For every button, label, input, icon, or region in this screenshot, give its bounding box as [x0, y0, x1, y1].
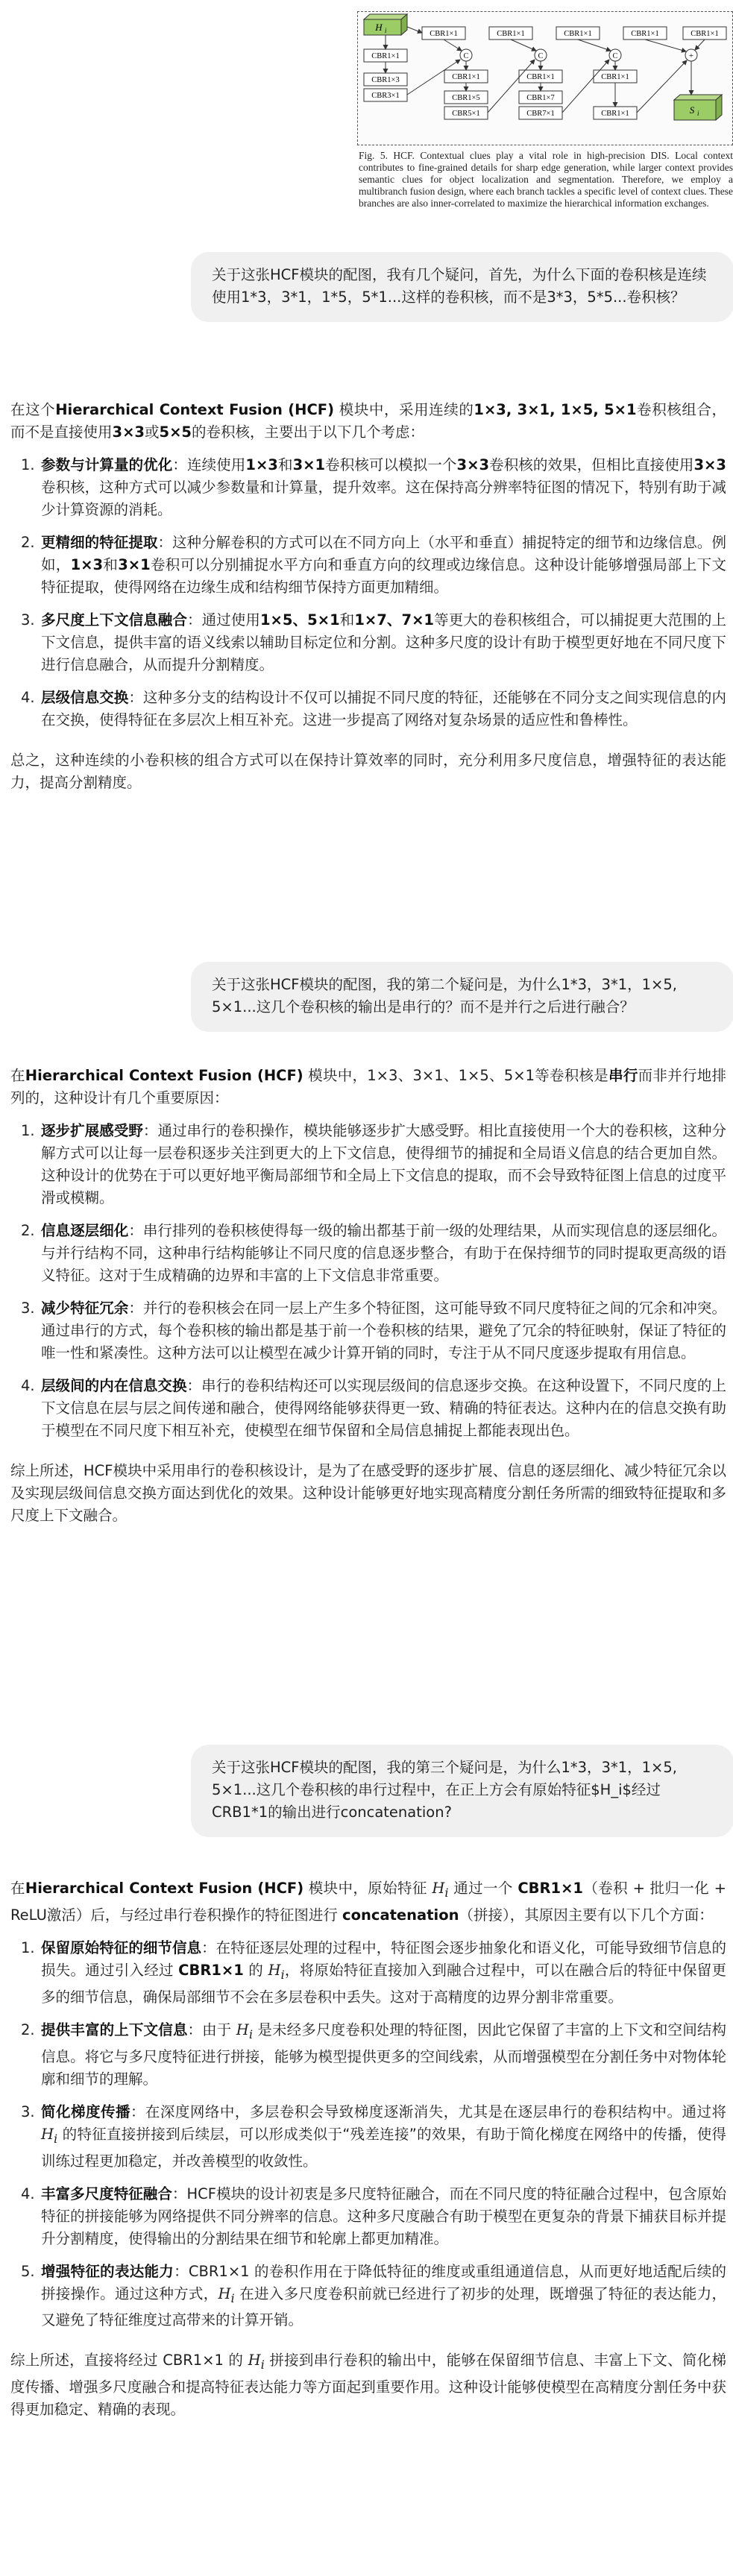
- answer-1-intro: [10, 399, 726, 444]
- text-run: ：CBR1×1 的卷积作用在于降低特征的维度或重组通道信息，从而更好地适配后续的拼接操作。通过这种方式，: [41, 2262, 726, 2302]
- text-run: ：这种分解卷积的方式可以在不同方向上（水平和垂直）捕捉特定的细节和边缘信息。例如，: [41, 534, 726, 573]
- list-number: 2.: [21, 2021, 35, 2038]
- svg-text:CBR1×3: CBR1×3: [371, 76, 400, 84]
- bold-text: 逐步扩展感受野: [41, 1122, 143, 1139]
- list-number: 4.: [21, 2185, 35, 2202]
- bold-text: 1×5、5×1: [259, 611, 340, 629]
- svg-text:CBR1×1: CBR1×1: [564, 30, 592, 38]
- text-run: 和: [339, 611, 355, 629]
- text-run: 模块中，原始特征: [303, 1880, 432, 1897]
- text-run: （拼接），其原因主要有以下几个方面：: [459, 1906, 714, 1924]
- bold-text: 3×3: [693, 456, 726, 473]
- text-run: 而非并行地排列的，这种设计有几个重要原因：: [10, 1067, 726, 1106]
- list-number: 3.: [21, 1300, 35, 1317]
- text-run: ：HCF模块的设计初衷是多尺度特征融合，而在不同尺度的特征融合过程中，包含原始特征的拼接能够为网络提供不同分辨率的信息。这种多尺度融合有助于模型在更复杂的背景下捕获目标并提升分割精度，使得输出的分割结果在细节和轮廓上都更加精准。: [41, 2185, 726, 2247]
- svg-text:CBR1×1: CBR1×1: [601, 73, 629, 81]
- math-subscript: i: [280, 1967, 285, 1982]
- bold-text: 减少特征冗余: [41, 1300, 129, 1317]
- text-run: ：通过使用: [186, 611, 260, 629]
- bold-text: CBR1×1: [178, 1961, 244, 1979]
- hi-block: [364, 14, 407, 35]
- svg-text:C: C: [612, 52, 618, 60]
- bold-text: 参数与计算量的优化: [41, 456, 173, 473]
- list-item: [10, 2101, 726, 2173]
- list-number: 2.: [21, 1222, 35, 1239]
- answer-3-summary: [10, 2349, 726, 2421]
- text-run: 的卷积核，主要出于以下几个考虑：: [192, 423, 425, 441]
- text-run: 或: [145, 423, 160, 441]
- bold-text: CBR1×1: [517, 1880, 583, 1897]
- svg-text:CBR1×1: CBR1×1: [526, 73, 555, 81]
- bold-text: 1×7、7×1: [354, 611, 434, 629]
- list-number: 1.: [21, 1122, 35, 1139]
- math-subscript: i: [260, 2358, 265, 2372]
- text-run: ：通过串行的卷积操作，模块能够逐步扩大感受野。相比直接使用一个大的卷积核，这种分解方式可以让每一层卷积逐步关注到更大的上下文信息，使得细节的捕捉和全局语义信息的结合更加自然。这种设计的优势在于可以更好地平衡局部细节和全局上下文信息的提取，而不会导致特征图上信息的过度平滑或模糊。: [41, 1122, 726, 1206]
- bold-text: Hierarchical Context Fusion (HCF): [25, 1880, 304, 1897]
- math-subscript: i: [54, 2131, 58, 2146]
- bold-text: 串行: [608, 1067, 638, 1084]
- bold-text: 多尺度上下文信息融合: [41, 611, 187, 629]
- math-symbol: H: [248, 2352, 261, 2369]
- svg-text:CBR1×1: CBR1×1: [452, 73, 480, 81]
- answer-2-list: [10, 1120, 726, 1442]
- text-run: ：连续使用: [172, 456, 246, 473]
- text-run: 拼接到串行卷积的输出中，能够在保留细节信息、丰富上下文、简化梯度传播、增强多尺度融合和提高特征表达能力等方面起到重要作用。这种设计能够使模型在高精度分割任务中获得更加稳定、精确的表现。: [10, 2352, 727, 2419]
- text-run: ：由于: [187, 2021, 236, 2038]
- svg-text:CBR1×1: CBR1×1: [601, 110, 629, 118]
- list-number: 3.: [21, 611, 35, 629]
- bold-text: 3×1: [118, 556, 151, 573]
- text-run: 在: [10, 1067, 25, 1084]
- svg-text:CBR7×1: CBR7×1: [526, 110, 555, 118]
- hcf-diagram: [357, 11, 733, 145]
- bold-text: 信息逐层细化: [41, 1222, 129, 1239]
- bold-text: 1×3, 3×1, 1×5, 5×1: [474, 401, 637, 418]
- list-item: [10, 1220, 726, 1287]
- list-item: [10, 532, 726, 599]
- text-run: （卷积 + 批归一化 + ReLU激活）后，与经过串行卷积操作的特征图进行: [10, 1880, 726, 1924]
- list-item: [10, 1120, 726, 1209]
- bold-text: 提供丰富的上下文信息: [41, 2021, 188, 2038]
- list-item: [10, 1937, 726, 2009]
- list-item: [10, 454, 726, 521]
- list-number: 1.: [21, 456, 35, 473]
- hcf-diagram-svg: [358, 12, 731, 143]
- svg-text:C: C: [463, 52, 469, 60]
- svg-text:i: i: [385, 27, 387, 34]
- math-subscript: i: [444, 1885, 449, 1900]
- text-run: 是未经多尺度卷积处理的特征图，因此它保留了丰富的上下文和空间结构信息。将它与多尺度特征进行拼接，能够为模型提供更多的空间线索，从而增强模型在分割任务中对物体轮廓和细节的理解。: [41, 2021, 726, 2088]
- svg-text:+: +: [688, 51, 694, 60]
- hcf-figure: [354, 11, 733, 209]
- list-item: [10, 1375, 726, 1442]
- text-run: ：在深度网络中，多层卷积会导致梯度逐渐消失，尤其是在逐层串行的卷积结构中。通过将: [130, 2103, 726, 2120]
- text-run: ：这种多分支的结构设计不仅可以捕捉不同尺度的特征，还能够在不同分支之间实现信息的内在交换，使得特征在多层次上相互补充。这进一步提高了网络对复杂场景的适应性和鲁棒性。: [41, 689, 726, 728]
- bold-text: 1×3: [245, 456, 278, 473]
- text-run: 卷积核可以模拟一个: [325, 456, 457, 473]
- list-item: [10, 2183, 726, 2250]
- list-item: [10, 609, 726, 676]
- text-run: 卷积核组合，而不是直接使用: [10, 401, 726, 441]
- svg-text:CBR1×1: CBR1×1: [690, 30, 719, 38]
- answer-1-list: [10, 454, 726, 731]
- list-number: 4.: [21, 689, 35, 706]
- list-item: [10, 2019, 726, 2091]
- svg-text:CBR1×7: CBR1×7: [526, 94, 555, 102]
- assistant-answer-2: [10, 1065, 726, 1527]
- svg-text:CBR1×1: CBR1×1: [497, 30, 525, 38]
- text-run: ：在特征逐层处理的过程中，特征图会逐步抽象化和语义化，可能导致细节信息的损失。通过引入经过: [41, 1939, 726, 1979]
- text-run: 卷积可以分别捕捉水平方向和垂直方向的纹理或边缘信息。这种设计能够增强局部上下文特征提取，使得网络在边缘生成和结构细节保持方面更加精细。: [41, 556, 726, 596]
- svg-text:CBR5×1: CBR5×1: [452, 110, 480, 118]
- si-label: S: [689, 104, 695, 116]
- svg-text:i: i: [697, 110, 699, 117]
- text-run: 在这个: [10, 401, 56, 418]
- text-run: 等更大的卷积核组合，可以捕捉更大范围的上下文信息，提供丰富的语义线索以辅助目标定位和分割。这种多尺度的设计有助于模型更好地在不同尺度下进行信息融合，从而提升分割精度。: [41, 611, 726, 673]
- answer-1-summary: 总之，这种连续的小卷积核的组合方式可以在保持计算效率的同时，充分利用多尺度信息，增强特征的表达能力，提高分割精度。: [10, 752, 726, 791]
- text-run: 在进入多尺度卷积前就已经进行了初步的处理，既增强了特征的表达能力，又避免了特征维度过高带来的计算开销。: [41, 2284, 726, 2329]
- text-run: 和: [103, 556, 119, 573]
- bold-text: 更精细的特征提取: [41, 534, 158, 551]
- figure-caption: Fig. 5. HCF. Contextual clues play a vital role in high-precision DIS. Local context contributes to fine-grained details for sharp edge generation, while larger context provides semantic clues for object localization and segmentation. Therefore, we employ a multibranch fusion design, where each branch tackles a specific level of context clues. These branches are also inner-correlated to maximize the hierarchical information exchanges.: [359, 150, 733, 209]
- assistant-answer-1: [10, 399, 726, 794]
- bold-text: 简化梯度传播: [41, 2103, 130, 2120]
- svg-text:C: C: [538, 52, 544, 60]
- math-symbol: H: [41, 2125, 54, 2143]
- svg-text:CBR1×1: CBR1×1: [371, 52, 400, 60]
- text-run: 和: [277, 456, 293, 473]
- user-question-3: 关于这张HCF模块的配图，我的第三个疑问是，为什么1*3，3*1，1×5, 5×1...这几个卷积核的串行过程中，在正上方会有原始特征$H_i$经过CRB1*1的输出进行concatenation?: [191, 1745, 733, 1837]
- math-symbol: H: [268, 1961, 281, 1979]
- bold-text: 增强特征的表达能力: [41, 2262, 174, 2280]
- bold-text: 5×5: [159, 423, 192, 441]
- svg-text:CBR1×5: CBR1×5: [452, 94, 480, 102]
- list-item: [10, 1297, 726, 1364]
- list-number: 5.: [21, 2262, 35, 2280]
- list-item: [10, 2261, 726, 2332]
- text-run: 综上所述，直接将经过 CBR1×1 的: [10, 2352, 248, 2369]
- bold-text: Hierarchical Context Fusion (HCF): [25, 1067, 303, 1084]
- bold-text: 丰富多尺度特征融合: [41, 2185, 172, 2202]
- svg-text:CBR1×1: CBR1×1: [430, 30, 458, 38]
- math-symbol: H: [236, 2021, 249, 2038]
- si-block: [674, 95, 722, 120]
- text-run: 卷积核的效果，但相比直接使用: [489, 456, 694, 473]
- bold-text: Hierarchical Context Fusion (HCF): [55, 401, 335, 418]
- bold-text: concatenation: [342, 1906, 459, 1924]
- list-number: 2.: [21, 534, 35, 551]
- text-run: ：串行的卷积结构还可以实现层级间的信息逐步交换。在这种设置下，不同尺度的上下文信息在层与层之间传递和融合，使得网络能够获得更一致、精确的特征表达。这种内在的信息交换有助于模型在不同尺度下相互补充，使模型在细节保留和全局信息捕捉上都能表现出色。: [41, 1377, 726, 1439]
- list-item: [10, 687, 726, 731]
- user-question-2: 关于这张HCF模块的配图，我的第二个疑问是，为什么1*3，3*1，1×5, 5×1...这几个卷积核的输出是串行的？而不是并行之后进行融合？: [191, 962, 733, 1032]
- answer-3-list: [10, 1937, 726, 2332]
- answer-2-summary: 综上所述，HCF模块中采用串行的卷积核设计，是为了在感受野的逐步扩展、信息的逐层细化、减少特征冗余以及实现层级间信息交换方面达到优化的效果。这种设计能够更好地实现高精度分割任务所需的细致特征提取和多尺度上下文融合。: [10, 1462, 726, 1524]
- bold-text: 3×1: [292, 456, 326, 473]
- text-run: ：并行的卷积核会在同一层上产生多个特征图，这可能导致不同尺度特征之间的冗余和冲突。通过串行的方式，每个卷积核的输出都是基于前一个卷积核的结果，避免了冗余的特征映射，保证了特征的唯一性和紧凑性。这种方法可以让模型在减少计算开销的同时，专注于从不同尺度逐步提取有用信息。: [41, 1300, 726, 1361]
- list-number: 4.: [21, 1377, 35, 1394]
- svg-text:CBR1×1: CBR1×1: [631, 30, 659, 38]
- bold-text: 层级信息交换: [41, 689, 129, 706]
- bold-text: 层级间的内在信息交换: [41, 1377, 187, 1394]
- math-subscript: i: [230, 2290, 235, 2305]
- text-run: ，将原始特征直接加入到融合过程中，可以在融合后的特征中保留更多的细节信息，确保局部细节不会在多层卷积中丢失。这对于高精度的边界分割非常重要。: [41, 1961, 726, 2006]
- bold-text: 1×3: [70, 556, 104, 573]
- answer-3-intro: [10, 1877, 726, 1927]
- bold-text: 3×3: [456, 456, 490, 473]
- math-symbol: H: [218, 2284, 231, 2302]
- assistant-answer-3: [10, 1877, 726, 2421]
- text-run: 卷积核，这种方式可以减少参数量和计算量，提升效率。这在保持高分辨率特征图的情况下，特别有助于减少计算资源的消耗。: [41, 479, 726, 518]
- answer-2-intro: [10, 1065, 726, 1109]
- text-run: 的特征直接拼接到后续层，可以形成类似于“残差连接”的效果，有助于简化梯度在网络中的传播，使得训练过程更加稳定，并改善模型的收敛性。: [41, 2125, 726, 2170]
- hi-label: H: [375, 22, 383, 33]
- text-run: 在: [10, 1880, 25, 1897]
- text-run: 通过一个: [448, 1880, 518, 1897]
- list-number: 1.: [21, 1939, 35, 1956]
- svg-text:CBR3×1: CBR3×1: [371, 92, 400, 100]
- text-run: 模块中，1×3、3×1、1×5、5×1等卷积核是: [303, 1067, 609, 1084]
- text-run: ：串行排列的卷积核使得每一级的输出都基于前一级的处理结果，从而实现信息的逐层细化。与并行结构不同，这种串行结构能够让不同尺度的信息逐步整合，有助于在保持细节的同时提取更高级的语义特征。这对于生成精确的边界和丰富的上下文信息非常重要。: [41, 1222, 726, 1284]
- text-run: 模块中，采用连续的: [334, 401, 474, 418]
- list-number: 3.: [21, 2103, 35, 2120]
- bold-text: 3×3: [112, 423, 145, 441]
- user-question-1: 关于这张HCF模块的配图，我有几个疑问，首先，为什么下面的卷积核是连续使用1*3，3*1，1*5，5*1...这样的卷积核，而不是3*3，5*5...卷积核？: [191, 252, 733, 322]
- math-subscript: i: [248, 2027, 254, 2041]
- bold-text: 保留原始特征的细节信息: [41, 1939, 202, 1956]
- text-run: 的: [243, 1961, 268, 1979]
- math-symbol: H: [432, 1880, 445, 1897]
